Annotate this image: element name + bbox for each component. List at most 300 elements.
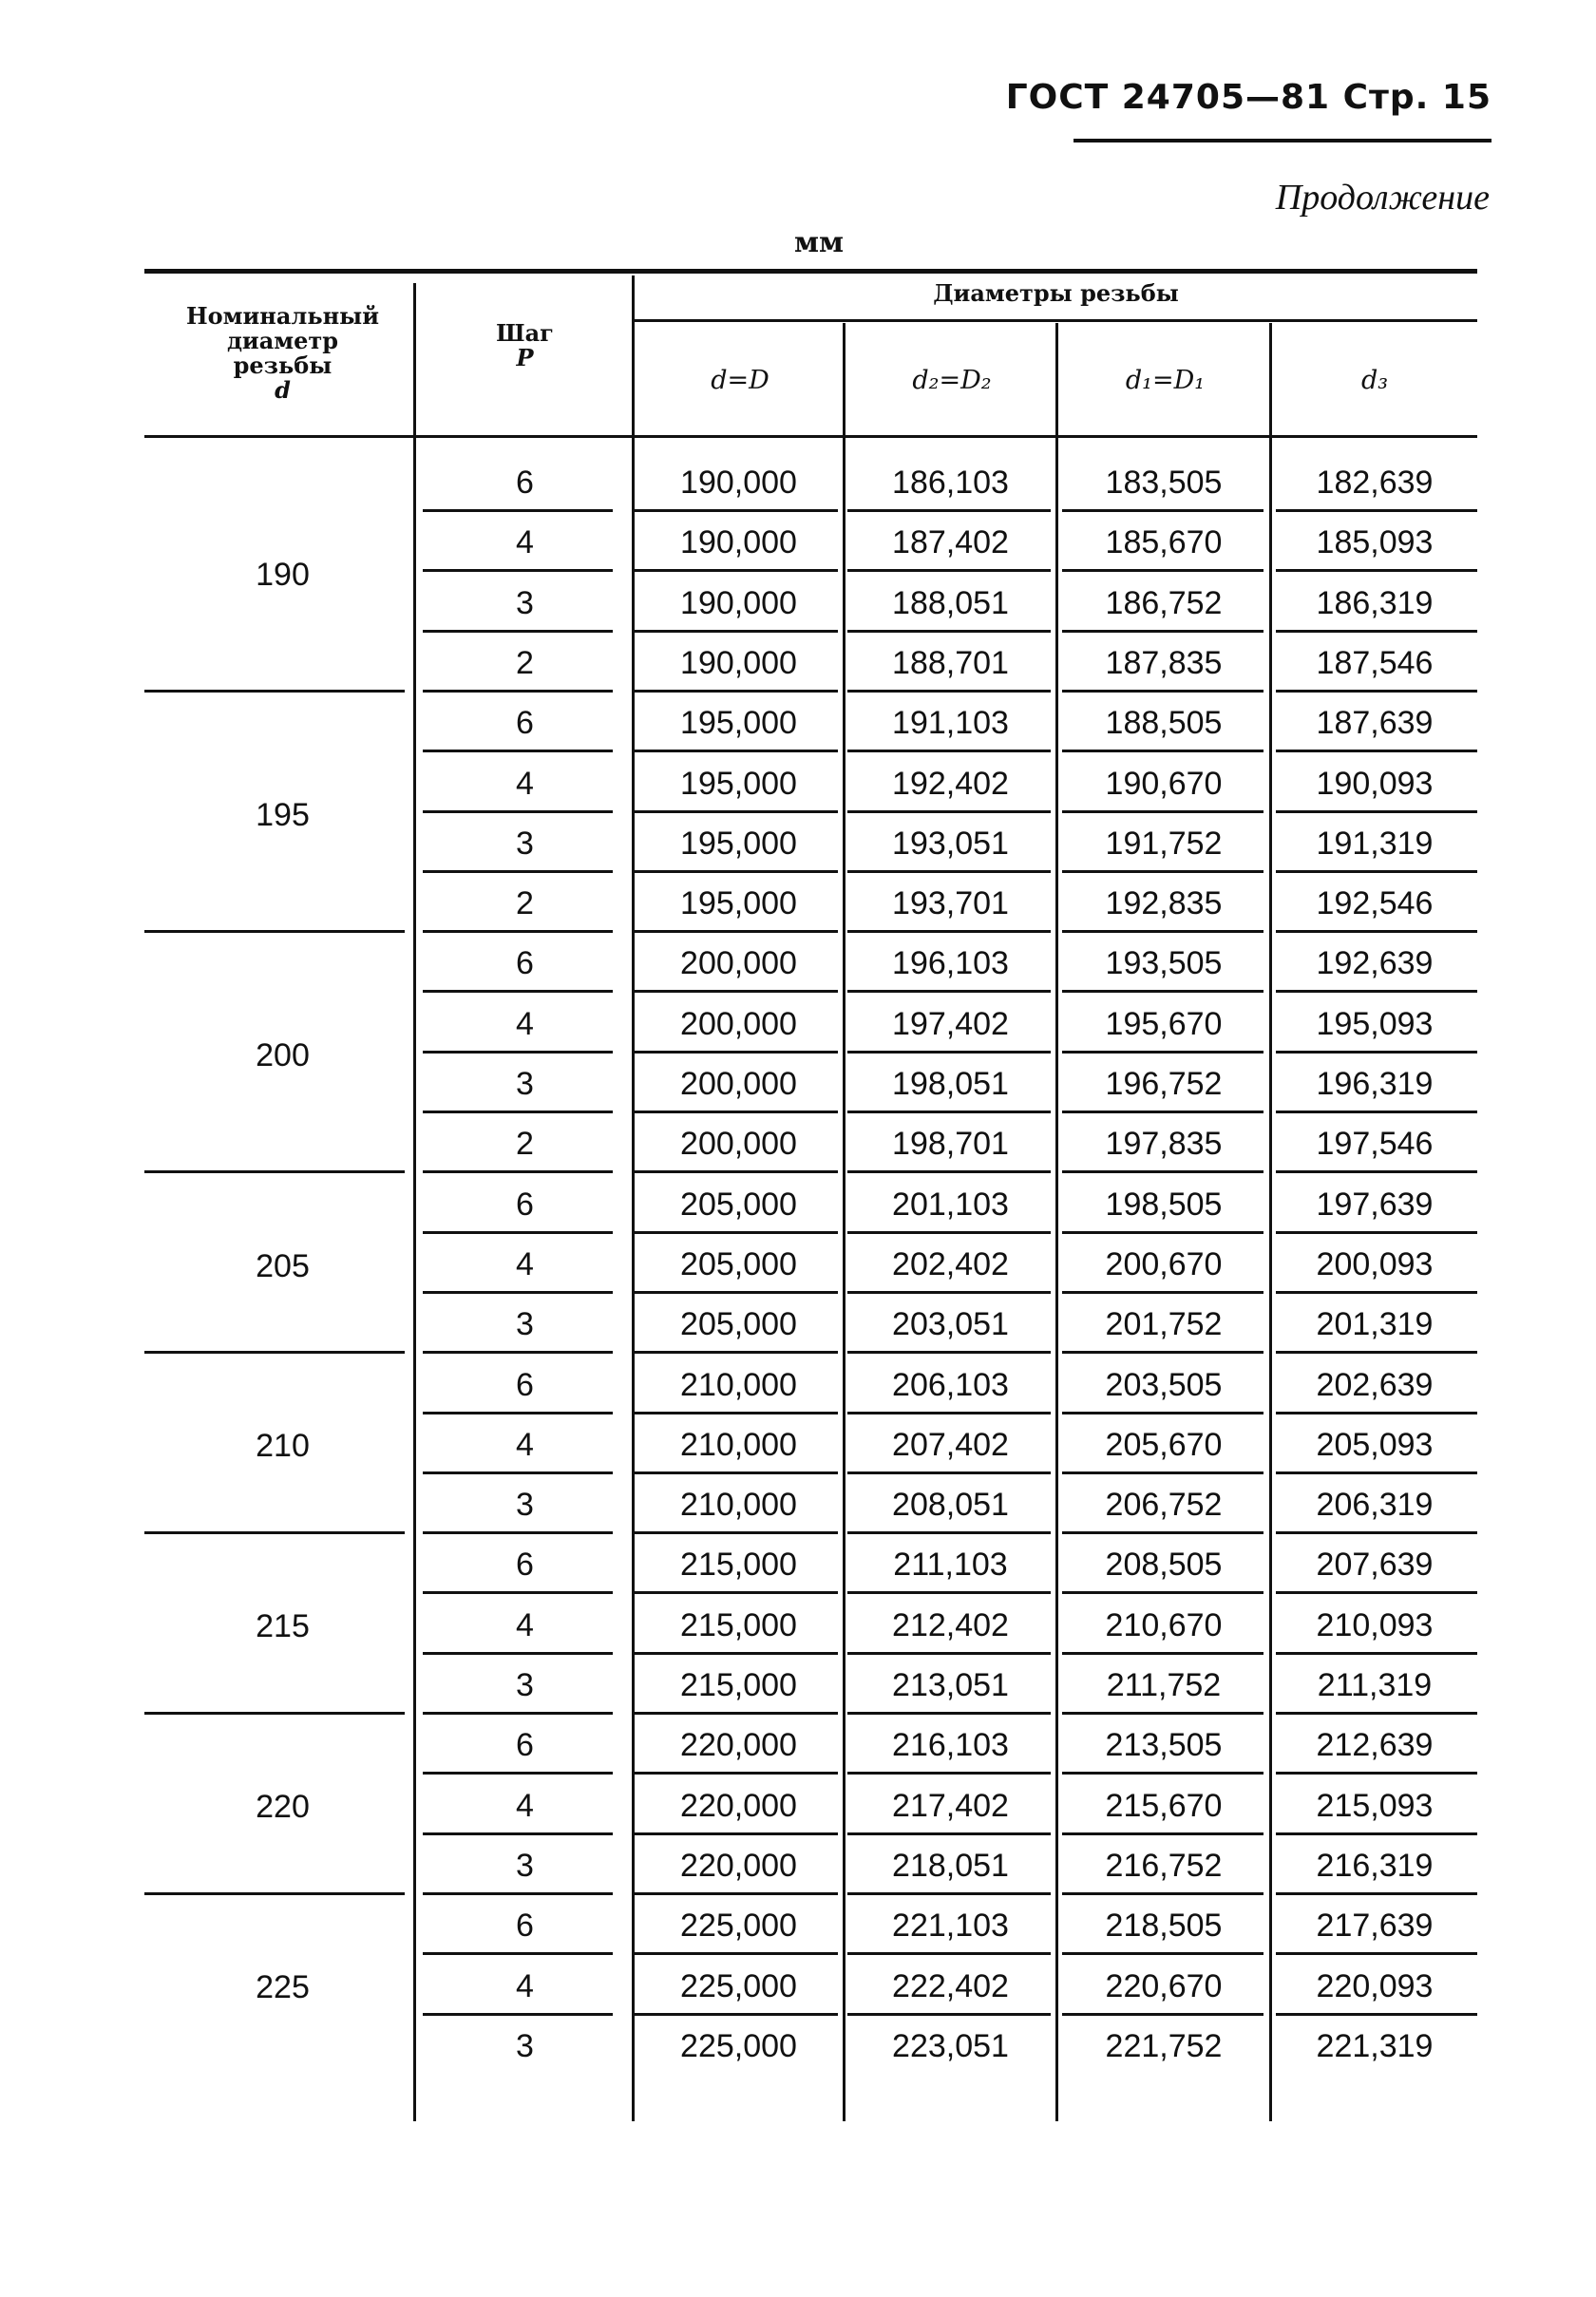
row-rule — [423, 569, 613, 572]
row-rule — [1276, 569, 1477, 572]
row-rule — [635, 1231, 838, 1234]
row-rule — [1062, 1652, 1264, 1655]
row-rule — [423, 930, 613, 933]
diameter-cell: 190,093 — [1316, 765, 1434, 802]
diameter-cell: 210,093 — [1316, 1606, 1434, 1643]
diameter-cell: 190,670 — [1105, 765, 1223, 802]
diameter-cell: 190,000 — [680, 644, 797, 681]
row-rule — [423, 509, 613, 512]
diameter-cell: 186,319 — [1316, 584, 1434, 621]
row-rule — [1276, 1591, 1477, 1594]
header-bottom-rule — [144, 435, 1477, 438]
diameter-cell: 192,402 — [892, 765, 1009, 802]
diameter-cell: 205,670 — [1105, 1426, 1223, 1463]
diameter-cell: 188,051 — [892, 584, 1009, 621]
nominal-diameter-cell: 220 — [256, 1789, 310, 1826]
diameter-cell: 216,319 — [1316, 1847, 1434, 1884]
header-nominal-line-1: Номинальный — [185, 302, 380, 330]
diameter-cell: 205,000 — [680, 1306, 797, 1343]
diameter-cell: 190,000 — [680, 584, 797, 621]
row-rule — [635, 1111, 838, 1113]
row-rule — [423, 1591, 613, 1594]
row-rule — [635, 1952, 838, 1955]
row-rule — [1062, 1351, 1264, 1354]
diameter-cell: 210,000 — [680, 1487, 797, 1524]
diameter-cell: 197,402 — [892, 1005, 1009, 1042]
diameter-cell: 203,051 — [892, 1306, 1009, 1343]
pitch-cell: 3 — [516, 1306, 534, 1343]
diameter-cell: 195,000 — [680, 825, 797, 862]
row-rule — [847, 1231, 1051, 1234]
row-rule — [635, 1412, 838, 1414]
row-rule — [847, 1892, 1051, 1895]
diameter-cell: 221,752 — [1105, 2027, 1223, 2064]
row-rule — [1276, 1111, 1477, 1113]
diameter-cell: 205,093 — [1316, 1426, 1434, 1463]
pitch-cell: 2 — [516, 644, 534, 681]
diameter-cell: 201,752 — [1105, 1306, 1223, 1343]
row-rule — [423, 1412, 613, 1414]
row-rule — [1062, 1712, 1264, 1715]
row-rule — [847, 1471, 1051, 1474]
row-rule — [1062, 1291, 1264, 1294]
diameter-cell: 202,402 — [892, 1245, 1009, 1282]
row-rule — [1062, 930, 1264, 933]
pitch-cell: 3 — [516, 1667, 534, 1703]
group-rule — [144, 1892, 405, 1895]
diameter-cell: 217,402 — [892, 1787, 1009, 1824]
row-rule — [635, 1832, 838, 1835]
nominal-diameter-cell: 210 — [256, 1428, 310, 1465]
row-rule — [635, 690, 838, 693]
pitch-cell: 4 — [516, 1787, 534, 1824]
diameter-cell: 217,639 — [1316, 1908, 1434, 1945]
row-rule — [423, 810, 613, 813]
row-rule — [635, 930, 838, 933]
diameter-cell: 200,000 — [680, 1066, 797, 1102]
diameter-cell: 212,402 — [892, 1606, 1009, 1643]
row-rule — [847, 1412, 1051, 1414]
row-rule — [423, 1170, 613, 1173]
row-rule — [1062, 1412, 1264, 1414]
pitch-cell: 6 — [516, 465, 534, 501]
header-nominal-line-3: резьбы — [233, 351, 332, 379]
diameter-cell: 212,639 — [1316, 1727, 1434, 1764]
diameter-cell: 197,835 — [1105, 1126, 1223, 1163]
diameter-cell: 200,000 — [680, 1126, 797, 1163]
pitch-cell: 3 — [516, 2027, 534, 2064]
table-top-rule — [144, 269, 1477, 274]
diameter-cell: 215,093 — [1316, 1787, 1434, 1824]
diameter-cell: 198,505 — [1105, 1186, 1223, 1223]
pitch-cell: 6 — [516, 1186, 534, 1223]
row-rule — [423, 1832, 613, 1835]
row-rule — [1062, 2013, 1264, 2016]
row-rule — [847, 1351, 1051, 1354]
pitch-cell: 4 — [516, 1426, 534, 1463]
diameter-cell: 207,402 — [892, 1426, 1009, 1463]
diameter-cell: 200,093 — [1316, 1245, 1434, 1282]
page-header — [1005, 78, 1492, 142]
row-rule — [1276, 509, 1477, 512]
row-rule — [1062, 1231, 1264, 1234]
diameter-cell: 188,505 — [1105, 705, 1223, 742]
diameter-cell: 215,000 — [680, 1667, 797, 1703]
row-rule — [423, 990, 613, 993]
pitch-cell: 6 — [516, 1366, 534, 1403]
pitch-cell: 4 — [516, 1005, 534, 1042]
diameter-cell: 218,051 — [892, 1847, 1009, 1884]
row-rule — [847, 630, 1051, 633]
pitch-cell: 4 — [516, 1606, 534, 1643]
group-rule — [144, 690, 405, 693]
row-rule — [1062, 690, 1264, 693]
diameter-cell: 190,000 — [680, 524, 797, 561]
row-rule — [635, 1170, 838, 1173]
row-rule — [1062, 1111, 1264, 1113]
row-rule — [847, 1170, 1051, 1173]
diameter-cell: 225,000 — [680, 2027, 797, 2064]
pitch-cell: 4 — [516, 524, 534, 561]
row-rule — [423, 1111, 613, 1113]
diameter-cell: 207,639 — [1316, 1547, 1434, 1584]
diameter-cell: 206,103 — [892, 1366, 1009, 1403]
diameter-cell: 206,319 — [1316, 1487, 1434, 1524]
pitch-cell: 3 — [516, 825, 534, 862]
header-thread-diameters: Диаметры резьбы — [933, 279, 1179, 307]
diameter-cell: 210,000 — [680, 1366, 797, 1403]
diameter-cell: 221,103 — [892, 1908, 1009, 1945]
diameter-cell: 195,093 — [1316, 1005, 1434, 1042]
row-rule — [423, 1652, 613, 1655]
header-d2: d₂=D₂ — [912, 366, 992, 395]
diameter-cell: 198,051 — [892, 1066, 1009, 1102]
group-rule — [144, 1712, 405, 1715]
diameter-cell: 187,546 — [1316, 644, 1434, 681]
row-rule — [423, 870, 613, 873]
diameter-cell: 216,103 — [892, 1727, 1009, 1764]
diameter-cell: 220,670 — [1105, 1967, 1223, 2004]
diameter-cell: 193,701 — [892, 885, 1009, 922]
pitch-cell: 4 — [516, 1967, 534, 2004]
row-rule — [847, 1952, 1051, 1955]
row-rule — [1276, 1952, 1477, 1955]
row-rule — [635, 1892, 838, 1895]
row-rule — [635, 750, 838, 752]
diameter-cell: 190,000 — [680, 465, 797, 501]
row-rule — [635, 1712, 838, 1715]
diameter-cell: 182,639 — [1316, 465, 1434, 501]
row-rule — [1062, 990, 1264, 993]
diameter-cell: 201,319 — [1316, 1306, 1434, 1343]
nominal-diameter-cell: 190 — [256, 556, 310, 593]
diameter-cell: 213,505 — [1105, 1727, 1223, 1764]
diameter-cell: 220,093 — [1316, 1967, 1434, 2004]
row-rule — [1276, 1652, 1477, 1655]
row-rule — [847, 870, 1051, 873]
row-rule — [1062, 509, 1264, 512]
row-rule — [1276, 1351, 1477, 1354]
row-rule — [847, 930, 1051, 933]
row-rule — [847, 1772, 1051, 1775]
nominal-diameter-cell: 195 — [256, 796, 310, 833]
group-rule — [144, 930, 405, 933]
diameter-cell: 198,701 — [892, 1126, 1009, 1163]
diameter-cell: 210,670 — [1105, 1606, 1223, 1643]
row-rule — [847, 1652, 1051, 1655]
row-rule — [635, 1591, 838, 1594]
row-rule — [847, 1111, 1051, 1113]
header-pitch — [418, 321, 632, 370]
row-rule — [423, 1291, 613, 1294]
diameter-cell: 185,670 — [1105, 524, 1223, 561]
diameter-cell: 211,319 — [1317, 1667, 1433, 1703]
nominal-diameter-cell: 215 — [256, 1608, 310, 1645]
row-rule — [635, 630, 838, 633]
row-rule — [635, 1471, 838, 1474]
row-rule — [1062, 1051, 1264, 1054]
row-rule — [1062, 810, 1264, 813]
row-rule — [423, 750, 613, 752]
diameter-cell: 202,639 — [1316, 1366, 1434, 1403]
row-rule — [635, 1531, 838, 1534]
header-d1: d₁=D₁ — [1125, 366, 1206, 395]
row-rule — [423, 1231, 613, 1234]
diameter-cell: 195,000 — [680, 765, 797, 802]
diameter-cell: 220,000 — [680, 1847, 797, 1884]
row-rule — [1062, 569, 1264, 572]
row-rule — [1276, 1170, 1477, 1173]
row-rule — [1276, 1471, 1477, 1474]
row-rule — [635, 1051, 838, 1054]
col-rule-1 — [413, 283, 416, 2121]
row-rule — [423, 1712, 613, 1715]
diameter-cell: 203,505 — [1105, 1366, 1223, 1403]
diameter-cell: 186,752 — [1105, 584, 1223, 621]
diameter-cell: 213,051 — [892, 1667, 1009, 1703]
diameter-cell: 215,670 — [1105, 1787, 1223, 1824]
row-rule — [423, 1531, 613, 1534]
diameter-cell: 195,670 — [1105, 1005, 1223, 1042]
diameter-cell: 200,000 — [680, 945, 797, 982]
row-rule — [847, 1591, 1051, 1594]
row-rule — [635, 509, 838, 512]
row-rule — [1062, 1832, 1264, 1835]
row-rule — [1276, 990, 1477, 993]
diameter-cell: 218,505 — [1105, 1908, 1223, 1945]
diameter-cell: 193,051 — [892, 825, 1009, 862]
diameter-cell: 205,000 — [680, 1245, 797, 1282]
pitch-cell: 3 — [516, 1487, 534, 1524]
diameter-cell: 210,000 — [680, 1426, 797, 1463]
group-rule — [144, 1170, 405, 1173]
row-rule — [635, 1652, 838, 1655]
diameter-cell: 186,103 — [892, 465, 1009, 501]
row-rule — [635, 990, 838, 993]
row-rule — [635, 1351, 838, 1354]
diameter-cell: 192,835 — [1105, 885, 1223, 922]
row-rule — [1276, 1892, 1477, 1895]
row-rule — [1062, 1591, 1264, 1594]
row-rule — [1276, 930, 1477, 933]
row-rule — [423, 1892, 613, 1895]
row-rule — [635, 569, 838, 572]
row-rule — [1062, 1531, 1264, 1534]
diameter-cell: 211,103 — [893, 1547, 1008, 1584]
diameter-cell: 188,701 — [892, 644, 1009, 681]
diameter-cell: 187,835 — [1105, 644, 1223, 681]
diameter-cell: 196,752 — [1105, 1066, 1223, 1102]
row-rule — [423, 2013, 613, 2016]
row-rule — [635, 810, 838, 813]
pitch-cell: 3 — [516, 1847, 534, 1884]
row-rule — [635, 870, 838, 873]
nominal-diameter-cell: 200 — [256, 1037, 310, 1073]
row-rule — [635, 1772, 838, 1775]
diameter-cell: 195,000 — [680, 705, 797, 742]
diameter-cell: 196,103 — [892, 945, 1009, 982]
row-rule — [847, 1832, 1051, 1835]
row-rule — [847, 810, 1051, 813]
header-d3: d₃ — [1360, 366, 1389, 395]
standard-page-number: ГОСТ 24705—81 Стр. 15 — [1005, 78, 1492, 117]
diameter-cell: 191,752 — [1105, 825, 1223, 862]
diameter-cell: 211,752 — [1106, 1667, 1222, 1703]
row-rule — [423, 1772, 613, 1775]
row-rule — [847, 1531, 1051, 1534]
nominal-diameter-cell: 205 — [256, 1247, 310, 1284]
diameter-cell: 200,000 — [680, 1005, 797, 1042]
row-rule — [1276, 1712, 1477, 1715]
row-rule — [423, 630, 613, 633]
group-rule — [144, 1531, 405, 1534]
row-rule — [847, 750, 1051, 752]
diameter-cell: 208,051 — [892, 1487, 1009, 1524]
header-pitch-label: Шаг — [496, 319, 554, 347]
row-rule — [423, 1471, 613, 1474]
diameter-cell: 215,000 — [680, 1606, 797, 1643]
diameter-cell: 191,319 — [1316, 825, 1434, 862]
nominal-diameter-cell: 225 — [256, 1969, 310, 2006]
row-rule — [847, 569, 1051, 572]
diameter-cell: 222,402 — [892, 1967, 1009, 2004]
row-rule — [1062, 630, 1264, 633]
header-nominal-diameter — [152, 304, 413, 403]
diameter-cell: 216,752 — [1105, 1847, 1223, 1884]
diameter-cell: 201,103 — [892, 1186, 1009, 1223]
row-rule — [1276, 1772, 1477, 1775]
diameter-cell: 225,000 — [680, 1908, 797, 1945]
row-rule — [1276, 1531, 1477, 1534]
pitch-cell: 6 — [516, 1908, 534, 1945]
row-rule — [423, 1051, 613, 1054]
diameter-cell: 197,639 — [1316, 1186, 1434, 1223]
row-rule — [1062, 1952, 1264, 1955]
diameter-cell: 215,000 — [680, 1547, 797, 1584]
diameter-cell: 220,000 — [680, 1727, 797, 1764]
diameter-cell: 205,000 — [680, 1186, 797, 1223]
header-d: d=D — [711, 366, 770, 395]
diameter-cell: 187,402 — [892, 524, 1009, 561]
diameter-cell: 206,752 — [1105, 1487, 1223, 1524]
pitch-cell: 2 — [516, 1126, 534, 1163]
diameter-cell: 221,319 — [1316, 2027, 1434, 2064]
pitch-cell: 3 — [516, 1066, 534, 1102]
pitch-cell: 6 — [516, 945, 534, 982]
pitch-cell: 3 — [516, 584, 534, 621]
diameter-cell: 183,505 — [1105, 465, 1223, 501]
row-rule — [1276, 690, 1477, 693]
row-rule — [423, 1952, 613, 1955]
row-rule — [1276, 870, 1477, 873]
row-rule — [635, 2013, 838, 2016]
header-nominal-line-2: диаметр — [226, 327, 339, 354]
row-rule — [1276, 2013, 1477, 2016]
row-rule — [1276, 1412, 1477, 1414]
pitch-cell: 6 — [516, 1727, 534, 1764]
diameter-cell: 197,546 — [1316, 1126, 1434, 1163]
diameter-cell: 195,000 — [680, 885, 797, 922]
row-rule — [635, 1291, 838, 1294]
row-rule — [1062, 1892, 1264, 1895]
row-rule — [847, 509, 1051, 512]
group-header-rule — [635, 319, 1477, 322]
continuation-label: Продолжение — [1275, 178, 1490, 218]
row-rule — [847, 1712, 1051, 1715]
row-rule — [423, 690, 613, 693]
row-rule — [847, 2013, 1051, 2016]
row-rule — [1276, 810, 1477, 813]
diameter-cell: 196,319 — [1316, 1066, 1434, 1102]
row-rule — [423, 1351, 613, 1354]
pitch-cell: 6 — [516, 1547, 534, 1584]
row-rule — [1276, 1051, 1477, 1054]
diameter-cell: 191,103 — [892, 705, 1009, 742]
row-rule — [1276, 630, 1477, 633]
header-nominal-symbol: d — [275, 376, 291, 404]
diameter-cell: 193,505 — [1105, 945, 1223, 982]
units-label: мм — [794, 226, 845, 259]
header-pitch-symbol: P — [516, 344, 534, 371]
diameter-cell: 223,051 — [892, 2027, 1009, 2064]
diameter-cell: 200,670 — [1105, 1245, 1223, 1282]
pitch-cell: 6 — [516, 705, 534, 742]
group-rule — [144, 1351, 405, 1354]
row-rule — [1276, 750, 1477, 752]
pitch-cell: 2 — [516, 885, 534, 922]
row-rule — [1276, 1231, 1477, 1234]
diameter-cell: 220,000 — [680, 1787, 797, 1824]
row-rule — [1062, 1170, 1264, 1173]
row-rule — [847, 690, 1051, 693]
row-rule — [847, 990, 1051, 993]
diameter-cell: 187,639 — [1316, 705, 1434, 742]
row-rule — [1062, 870, 1264, 873]
pitch-cell: 4 — [516, 1245, 534, 1282]
diameter-cell: 208,505 — [1105, 1547, 1223, 1584]
diameter-cell: 192,546 — [1316, 885, 1434, 922]
row-rule — [1062, 750, 1264, 752]
row-rule — [1276, 1832, 1477, 1835]
row-rule — [1276, 1291, 1477, 1294]
row-rule — [1062, 1471, 1264, 1474]
row-rule — [1062, 1772, 1264, 1775]
diameter-cell: 185,093 — [1316, 524, 1434, 561]
diameter-cell: 225,000 — [680, 1967, 797, 2004]
row-rule — [847, 1291, 1051, 1294]
pitch-cell: 4 — [516, 765, 534, 802]
row-rule — [847, 1051, 1051, 1054]
